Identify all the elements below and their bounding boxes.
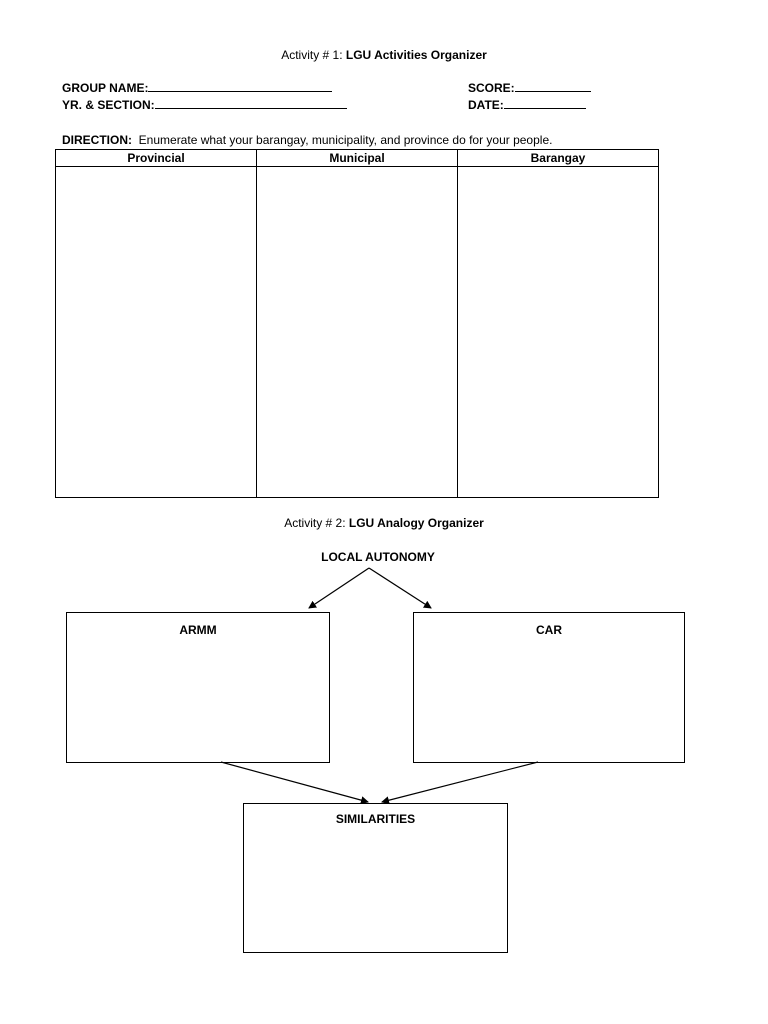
- direction-text: Enumerate what your barangay, municipality, and province do for your people.: [132, 133, 553, 147]
- car-box[interactable]: [413, 612, 685, 763]
- yr-section-label: YR. & SECTION:: [62, 98, 155, 112]
- column-header-barangay: Barangay: [458, 150, 659, 167]
- arrow-to-armm: [309, 568, 369, 608]
- armm-box[interactable]: [66, 612, 330, 763]
- similarities-box[interactable]: [243, 803, 508, 953]
- car-label: CAR: [536, 623, 562, 637]
- column-header-provincial: Provincial: [56, 150, 257, 167]
- date-label: DATE:: [468, 98, 504, 112]
- direction-label: DIRECTION:: [62, 133, 132, 147]
- column-header-municipal: Municipal: [257, 150, 458, 167]
- armm-label: ARMM: [179, 623, 217, 637]
- activity2-title-prefix: Activity # 2:: [284, 516, 349, 530]
- arrow-to-car: [369, 568, 431, 608]
- similarities-label: SIMILARITIES: [335, 812, 416, 826]
- arrow-car-to-similarities: [382, 762, 538, 802]
- local-autonomy-label: LOCAL AUTONOMY: [321, 550, 435, 564]
- arrow-armm-to-similarities: [221, 762, 368, 802]
- score-label: SCORE:: [468, 81, 515, 95]
- activity1-title-prefix: Activity # 1:: [281, 48, 346, 62]
- activity2-title-bold: LGU Analogy Organizer: [348, 516, 484, 530]
- activity1-title-bold: LGU Activities Organizer: [345, 48, 487, 62]
- group-name-label: GROUP NAME:: [62, 81, 149, 95]
